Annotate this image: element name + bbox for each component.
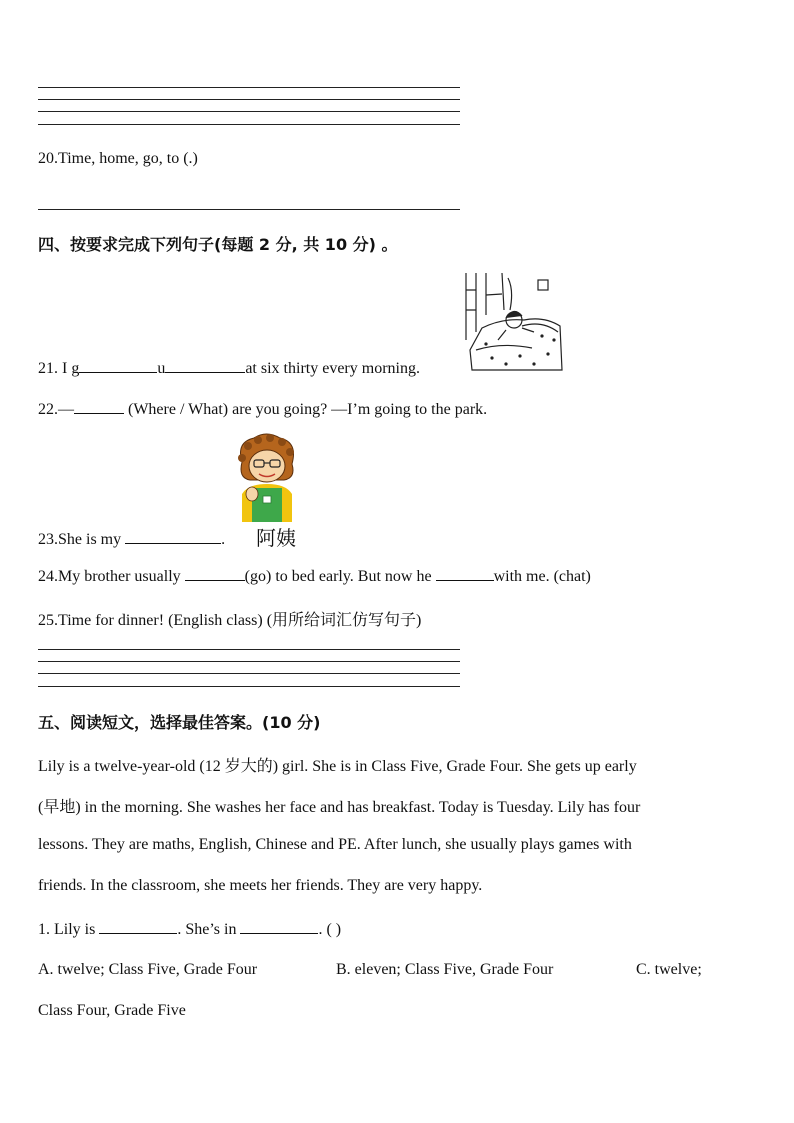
option-b[interactable]: B. eleven; Class Five, Grade Four — [336, 961, 554, 978]
answer-line — [38, 686, 460, 687]
answer-line — [38, 673, 460, 674]
blank-g[interactable] — [79, 358, 157, 373]
aunt-caption: 阿姨 — [256, 526, 296, 550]
blank-chat[interactable] — [436, 566, 494, 581]
option-a[interactable]: A. twelve; Class Five, Grade Four — [38, 961, 258, 978]
question-text: u — [157, 360, 166, 377]
wake-up-illustration-icon — [462, 270, 564, 376]
answer-line — [38, 209, 460, 210]
answer-line — [38, 87, 460, 88]
question-number: 21. — [38, 360, 58, 377]
passage-line-1: Lily is a twelve-year-old (12 岁大的) girl. She is in Class Five, Grade Four. She gets up early — [38, 758, 637, 775]
option-c[interactable]: C. twelve; — [636, 961, 702, 978]
blank-class[interactable] — [240, 919, 318, 934]
blank-relation[interactable] — [125, 529, 221, 544]
question-22 — [38, 399, 487, 419]
question-text: 24.My brother usually — [38, 568, 181, 585]
passage-line-3: lessons. They are maths, English, Chinese and PE. After lunch, she usually plays games with — [38, 836, 632, 853]
answer-line — [38, 649, 460, 650]
aunt-cartoon-icon — [234, 432, 300, 522]
question-text: (Where / What) are you going? —I’m going to the park. — [128, 401, 488, 418]
question-text: 23.She is my — [38, 531, 122, 548]
answer-line — [38, 661, 460, 662]
question-20: 20.Time, home, go, to (.) — [38, 150, 198, 167]
reading-question-1 — [38, 919, 341, 939]
question-24 — [38, 566, 591, 586]
question-23 — [38, 529, 225, 549]
question-text: . ( ) — [318, 921, 342, 938]
blank-go[interactable] — [185, 566, 245, 581]
question-text: . — [221, 531, 226, 548]
question-25: 25.Time for dinner! (English class) (用所给词汇仿写句子) — [38, 612, 422, 629]
question-text: 1. Lily is — [38, 921, 96, 938]
question-21 — [38, 358, 420, 378]
answer-line — [38, 111, 460, 112]
passage-line-2: (早地) in the morning. She washes her face and has breakfast. Today is Tuesday. Lily has four — [38, 799, 641, 816]
answer-line — [38, 99, 460, 100]
section-4-heading: 四、按要求完成下列句子(每题 2 分, 共 10 分) 。 — [38, 235, 398, 254]
passage-line-4: friends. In the classroom, she meets her friends. They are very happy. — [38, 877, 483, 894]
question-text: . She’s in — [177, 921, 237, 938]
blank-u[interactable] — [165, 358, 245, 373]
blank-where-what[interactable] — [74, 399, 124, 414]
answer-line — [38, 124, 460, 125]
section-5-heading: 五、阅读短文，选择最佳答案。(10 分) — [38, 713, 321, 732]
question-text: I g — [62, 360, 80, 377]
question-text: (go) to bed early. But now he — [244, 568, 432, 585]
question-number: 22.— — [38, 401, 74, 418]
option-c-continued: Class Four, Grade Five — [38, 1002, 186, 1019]
blank-age[interactable] — [99, 919, 177, 934]
question-text: with me. (chat) — [493, 568, 591, 585]
question-text: at six thirty every morning. — [245, 360, 420, 377]
